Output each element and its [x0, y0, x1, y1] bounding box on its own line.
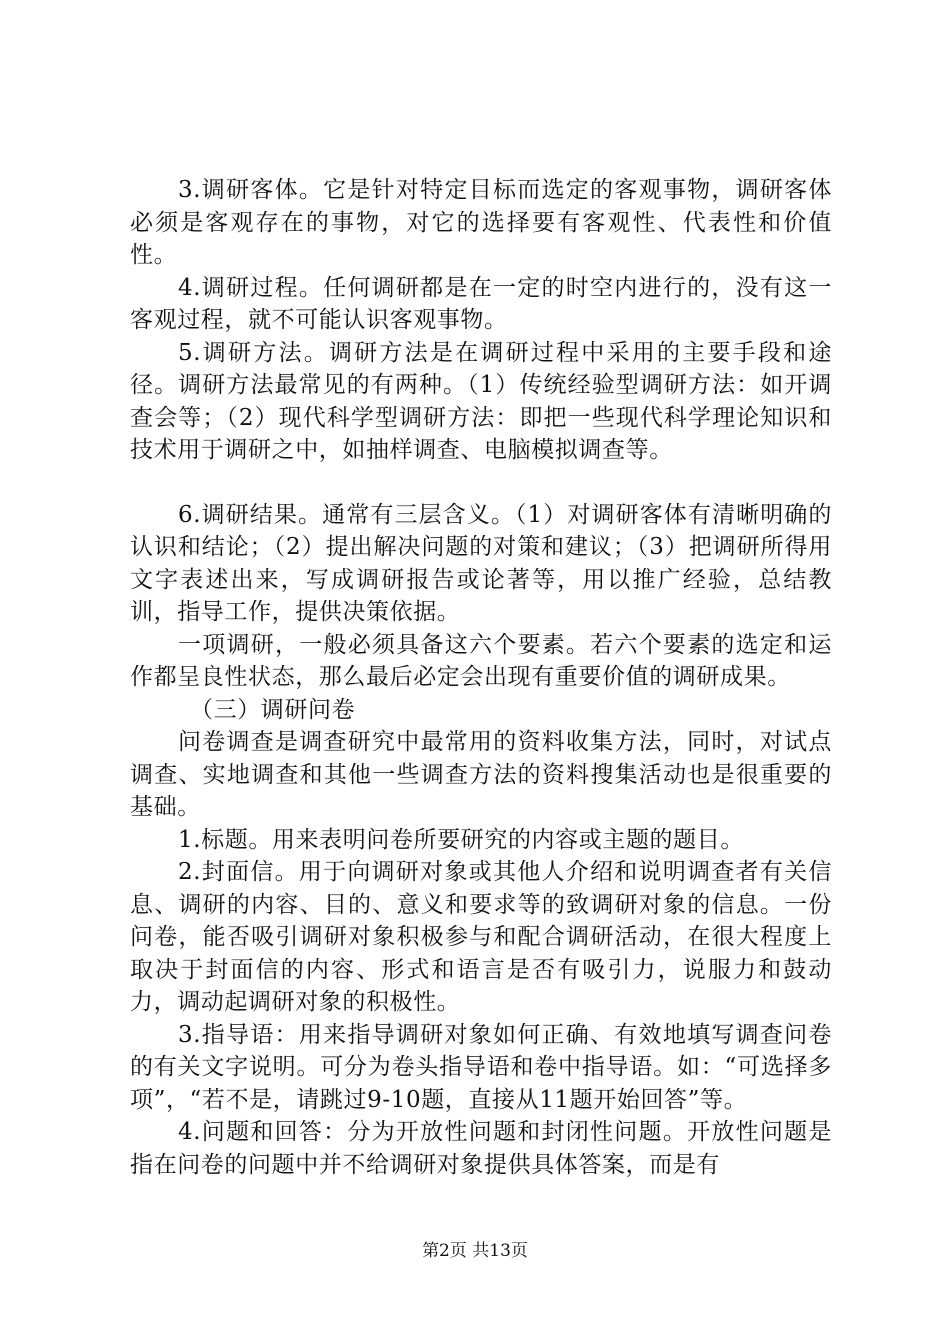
page-number-footer: 第2页 共13页 [422, 1241, 528, 1261]
section-heading-questionnaire: （三）调研问卷 [190, 696, 356, 723]
paragraph-research-process: 4.调研过程。任何调研都是在一定的时空内进行的，没有这一客观过程，就不可能认识客观事物。 [130, 274, 832, 333]
paragraph-research-result: 6.调研结果。通常有三层含义。（1）对调研客体有清晰明确的认识和结论；（2）提出解决问题的对策和建议；（3）把调研所得用文字表述出来，写成调研报告或论著等，用以推广经验，总结教训，指导工作，提供决策依据。 [130, 501, 832, 625]
paragraph-research-object: 3.调研客体。它是针对特定目标而选定的客观事物，调研客体必须是客观存在的事物，对它的选择要有客观性、代表性和价值性。 [130, 177, 832, 268]
paragraph-six-elements-summary: 一项调研，一般必须具备这六个要素。若六个要素的选定和运作都呈良性状态，那么最后必定会出现有重要价值的调研成果。 [130, 631, 832, 690]
paragraph-cover-letter: 2.封面信。用于向调研对象或其他人介绍和说明调查者有关信息、调研的内容、目的、意义和要求等的致调研对象的信息。一份问卷，能否吸引调研对象积极参与和配合调研活动，在很大程度上取决于封面信的内容、形式和语言是否有吸引力，说服力和鼓动力，调动起调研对象的积极性。 [130, 859, 832, 1015]
document-body [130, 174, 832, 1181]
paragraph-title: 1.标题。用来表明问卷所要研究的内容或主题的题目。 [178, 826, 744, 853]
paragraph-questions-answers: 4.问题和回答：分为开放性问题和封闭性问题。开放性问题是指在问卷的问题中并不给调研对象提供具体答案，而是有 [130, 1119, 832, 1178]
paragraph-research-method: 5.调研方法。调研方法是在调研过程中采用的主要手段和途径。调研方法最常见的有两种。（1）传统经验型调研方法：如开调查会等；（2）现代科学型调研方法：即把一些现代科学理论知识和技术用于调研之中，如抽样调查、电脑模拟调查等。 [130, 339, 832, 463]
paragraph-instructions: 3.指导语：用来指导调研对象如何正确、有效地填写调查问卷的有关文字说明。可分为卷头指导语和卷中指导语。如：“可选择多项”，“若不是，请跳过9-10题，直接从11题开始回答”等。 [130, 1021, 832, 1113]
paragraph-questionnaire-intro: 问卷调查是调查研究中最常用的资料收集方法，同时，对试点调查、实地调查和其他一些调查方法的资料搜集活动也是很重要的基础。 [130, 729, 832, 820]
